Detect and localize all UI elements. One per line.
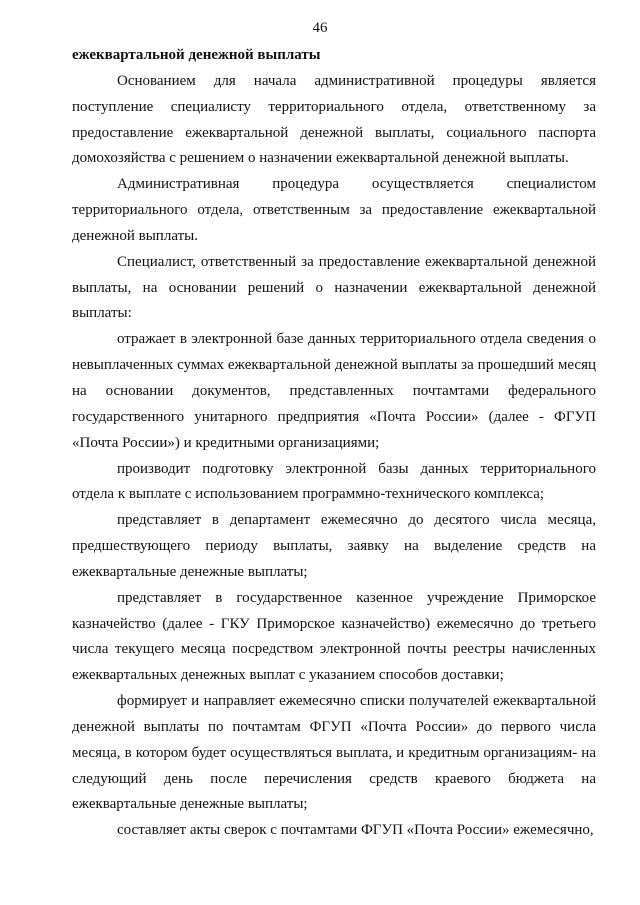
section-heading-fragment: ежеквартальной денежной выплаты [72,47,321,63]
paragraph-basis: Основанием для начала административной процедуры является поступление специалисту территориального отдела, ответственному за предоставление ежеквартальной денежной выплаты, социального паспорта домохозяйства с решением о назначении ежеквартальной денежной выплаты. [72,72,596,167]
paragraph-submits-registers-treasury: представляет в государственное казенное учреждение Приморское казначейство (далее - ГКУ Приморское казначейство) ежемесячно до третьего числа текущего месяца посредством электронной почты реестры начисленных ежеквартальных денежных выплат с указанием способов доставки; [72,589,596,684]
paragraph-reflects-in-database: отражает в электронной базе данных территориального отдела сведения о невыплаченных суммах ежеквартальной денежной выплаты за прошедший месяц на основании документов, представленных почтамтами федерального государственного унитарного предприятия «Почта России» (далее - ФГУП «Почта России») и кредитными организациями; [72,331,596,451]
page-number: 46 [312,20,328,36]
paragraph-forms-recipient-lists: формирует и направляет ежемесячно списки получателей ежеквартальной денежной выплаты по почтамтам ФГУП «Почта России» до первого числа месяца, в котором будет осуществляться выплата, и кредитным организациям- на следующий день после перечисления средств краевого бюджета на ежеквартальные денежные выплаты; [72,693,596,813]
paragraph-reconciliation-acts: составляет акты сверок с почтамтами ФГУП «Почта России» ежемесячно, [117,822,594,839]
paragraph-submits-funding-request: представляет в департамент ежемесячно до десятого числа месяца, предшествующего периоду выплаты, заявку на выделение средств на ежеквартальные денежные выплаты; [72,512,596,580]
paragraph-procedure-performer: Административная процедура осуществляется специалистом территориального отдела, ответственным за предоставление ежеквартальной денежной выплаты. [72,176,596,244]
paragraph-prepares-database: производит подготовку электронной базы данных территориального отдела к выплате с использованием программно-технического комплекса; [72,460,596,503]
document-body [72,43,596,844]
paragraph-specialist-duties-intro: Специалист, ответственный за предоставление ежеквартальной денежной выплаты, на основании решений о назначении ежеквартальной денежной выплаты: [72,253,596,322]
